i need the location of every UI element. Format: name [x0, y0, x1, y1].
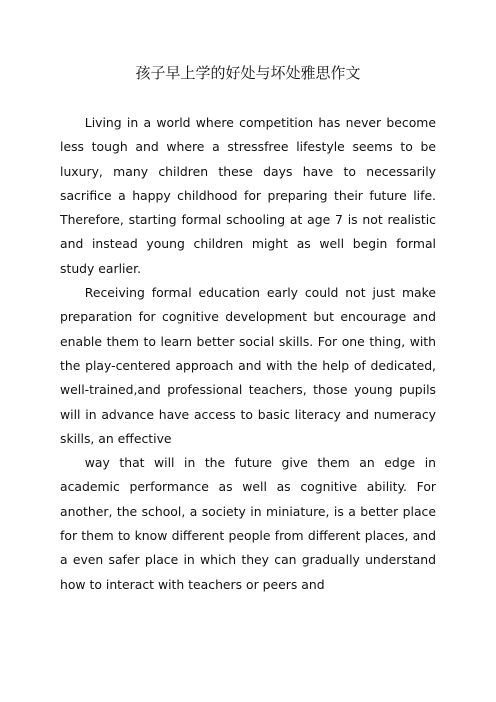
paragraph-2: Receiving formal education early could not just make preparation for cognitive development but encourage and enable them to learn better social skills. For one thing, with the play-centered approach and with the help of dedicated, well-trained,and professional teachers, those young pupils will in advance have access to basic literacy and numeracy skills, an effective [60, 285, 436, 446]
paragraph-1: Living in a world where competition has never become less tough and where a stressfree lifestyle seems to be luxury, many children these days have to necessarily sacrifice a happy childhood for preparing their future life. Therefore, starting formal schooling at age 7 is not realistic and instead young children might as well begin formal study earlier. [60, 115, 436, 276]
document-title: 孩子早上学的好处与坏处雅思作文 [135, 64, 361, 82]
paragraph-3: way that will in the future give them an edge in academic performance as well as cognitive ability. For another, the school, a society in miniature, is a better place for them to know different people from different places, and a even safer place in which they can gradually understand how to interact with teachers or peers and [60, 455, 436, 592]
document-body [60, 111, 436, 597]
